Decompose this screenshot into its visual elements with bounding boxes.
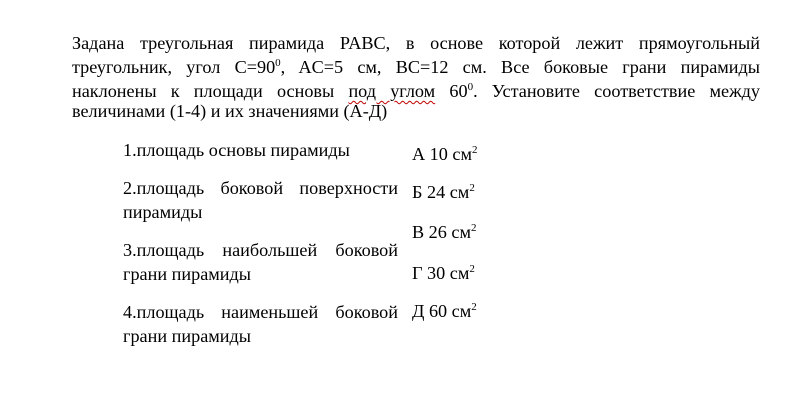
problem-line-3-text-c: . Установите соответствие между [473,81,760,101]
degree-superscript-2: 0 [467,80,474,93]
problem-line-1-text: Задана треугольная пирамида PABC, в основе которой лежит прямоугольный [72,33,760,53]
option-g-text: Г 30 см [412,263,470,284]
problem-line-4-text: величинами (1-4) и их значениями (А-Д) [72,101,388,121]
option-v-unit-sup: 2 [471,222,477,234]
option-b-unit-sup: 2 [469,182,475,194]
degree-superscript: 0 [275,56,281,69]
quantity-item-3-line-1 [123,238,398,262]
option-v-text: В 26 см [412,222,471,243]
problem-line-2-text-a: треугольник, угол C=90 [72,57,276,77]
option-a-text: А 10 см [412,144,472,165]
quantity-item-2-text-1: 2.площадь боковой поверхности [123,178,398,198]
quantity-item-3-text-2: грани пирамиды [123,264,251,284]
problem-line-3-text-a: наклонены к площади основы [72,81,349,101]
option-a [412,138,478,166]
option-g-unit-sup: 2 [469,263,475,275]
option-d-text: Д 60 см [412,301,472,322]
option-b-text: Б 24 см [412,182,470,203]
problem-line-2-text-b: , AC=5 см, BC=12 см. Все боковые грани пирамиды [280,57,760,77]
quantity-item-2-line-1 [123,176,398,200]
quantity-item-4-text-2: грани пирамиды [123,326,251,346]
quantity-item-1 [123,138,398,162]
option-a-unit-sup: 2 [472,144,478,156]
quantity-item-3-text-1: 3.площадь наибольшей боковой [123,240,398,260]
quantity-item-4-line-2 [123,324,398,348]
option-v [412,216,477,244]
quantity-item-2-line-2 [123,200,398,224]
quantity-item-4-text-1: 4.площадь наименьшей боковой [123,302,398,322]
option-d [412,295,477,323]
problem-line-2 [72,55,760,79]
quantity-item-4-line-1 [123,300,398,324]
quantity-item-2-text-2: пирамиды [123,202,203,222]
quantity-item-3-line-2 [123,262,398,286]
problem-line-1 [72,31,760,55]
quantity-item-1-text: 1.площадь основы пирамиды [123,140,350,160]
option-d-unit-sup: 2 [471,301,477,313]
problem-line-3-text-b: 60 [435,81,468,101]
problem-line-4 [72,99,760,123]
option-b [412,176,475,204]
spellcheck-underlined-text: под углом [348,81,436,101]
option-g [412,257,475,285]
